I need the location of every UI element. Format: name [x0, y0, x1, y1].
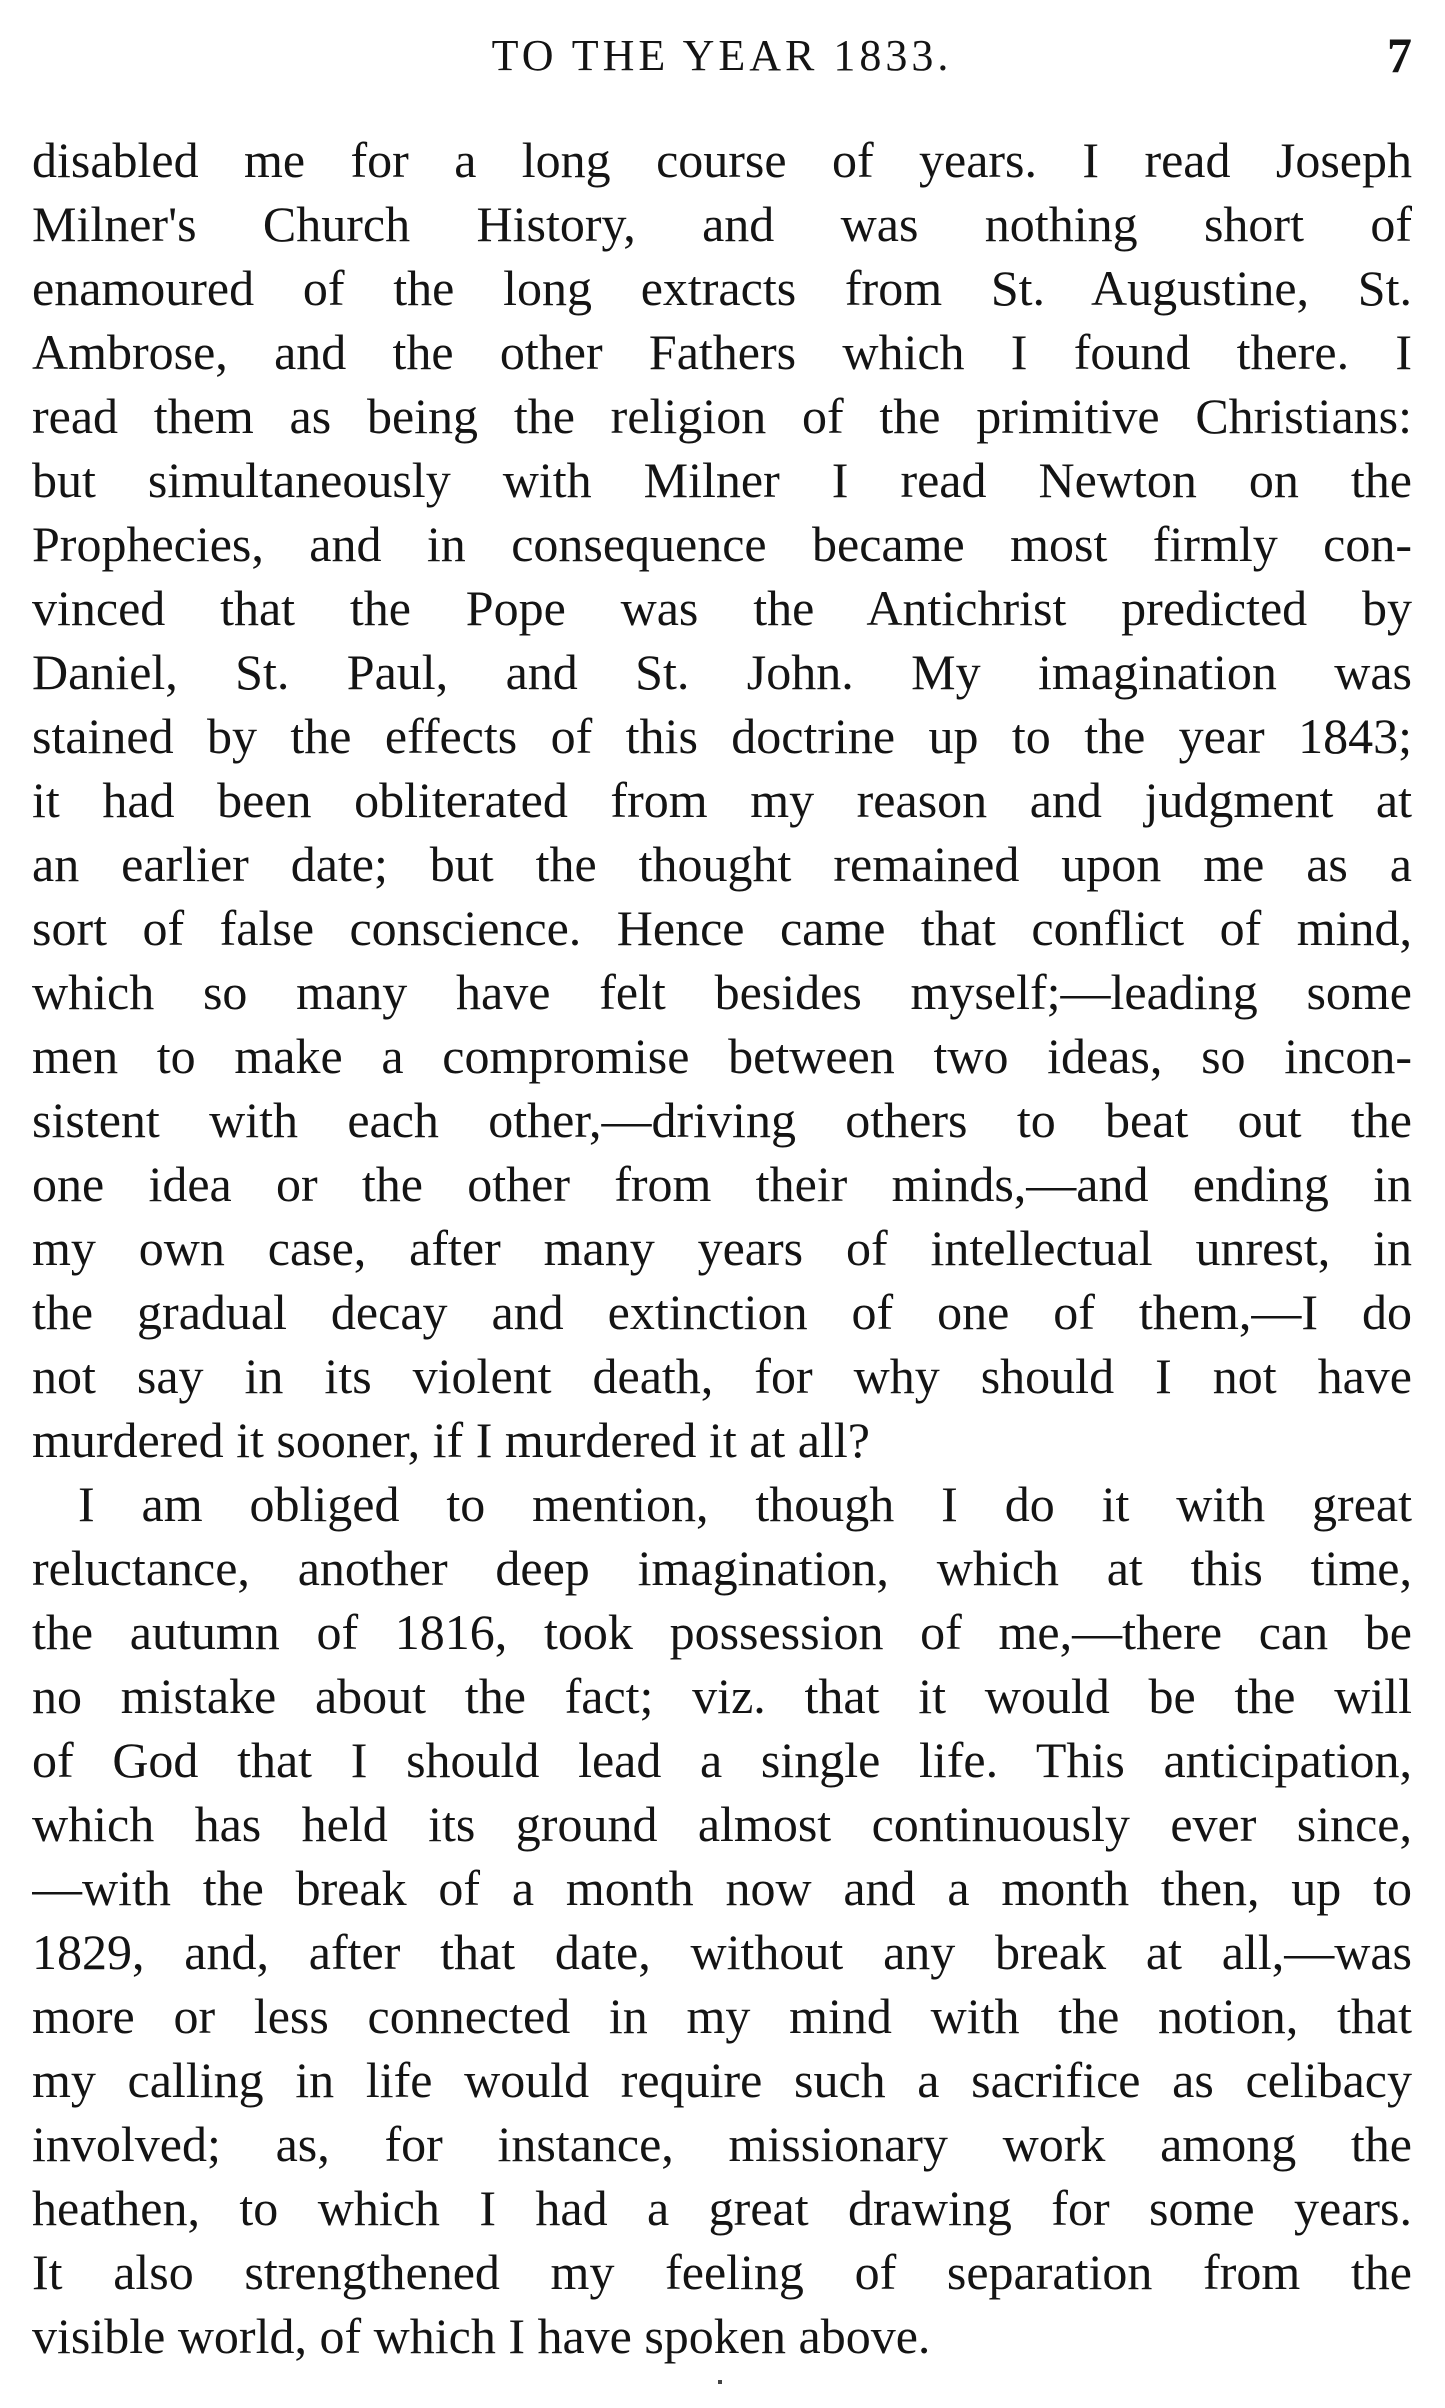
- text-line: read them as being the religion of the primitive Christians:: [32, 388, 1412, 444]
- text-line: vinced that the Pope was the Antichrist predicted by: [32, 580, 1412, 636]
- text-line: but simultaneously with Milner I read Newton on the: [32, 452, 1412, 508]
- text-line: disabled me for a long course of years. I read Joseph: [32, 132, 1412, 188]
- text-line: reluctance, another deep imagination, which at this time,: [32, 1540, 1412, 1596]
- text-line: which so many have felt besides myself;—leading some: [32, 964, 1412, 1020]
- text-line: enamoured of the long extracts from St. Augustine, St.: [32, 260, 1412, 316]
- text-line: It also strengthened my feeling of separation from the: [32, 2244, 1412, 2300]
- text-line: which has held its ground almost continuously ever since,: [32, 1796, 1412, 1852]
- print-speck: [718, 2380, 722, 2384]
- text-line: heathen, to which I had a great drawing for some years.: [32, 2180, 1412, 2236]
- text-line: it had been obliterated from my reason and judgment at: [32, 772, 1412, 828]
- text-line: sistent with each other,—driving others to beat out the: [32, 1092, 1412, 1148]
- text-line: of God that I should lead a single life. This anticipation,: [32, 1732, 1412, 1788]
- paragraph-1: [32, 128, 1412, 1472]
- text-line: my own case, after many years of intellectual unrest, in: [32, 1220, 1412, 1276]
- text-line: 1829, and, after that date, without any break at all,—was: [32, 1924, 1412, 1980]
- text-line: one idea or the other from their minds,—and ending in: [32, 1156, 1412, 1212]
- text-line: no mistake about the fact; viz. that it would be the will: [32, 1668, 1412, 1724]
- text-line: I am obliged to mention, though I do it with great: [78, 1476, 1412, 1532]
- text-line: sort of false conscience. Hence came that conflict of mind,: [32, 900, 1412, 956]
- text-line: Prophecies, and in consequence became most firmly con-: [32, 516, 1412, 572]
- text-line: involved; as, for instance, missionary work among the: [32, 2116, 1412, 2172]
- text-line: an earlier date; but the thought remained upon me as a: [32, 836, 1412, 892]
- text-line: —with the break of a month now and a month then, up to: [32, 1860, 1412, 1916]
- running-head: [32, 22, 1412, 92]
- text-line: the autumn of 1816, took possession of me,—there can be: [32, 1604, 1412, 1660]
- text-line: the gradual decay and extinction of one of them,—I do: [32, 1284, 1412, 1340]
- text-line: stained by the effects of this doctrine up to the year 1843;: [32, 708, 1412, 764]
- text-line: Milner's Church History, and was nothing short of: [32, 196, 1412, 252]
- text-line: not say in its violent death, for why should I not have: [32, 1348, 1412, 1404]
- text-line: Ambrose, and the other Fathers which I found there. I: [32, 324, 1412, 380]
- body-text: [32, 128, 1412, 2368]
- text-line: visible world, of which I have spoken above.: [32, 2308, 931, 2364]
- text-line: more or less connected in my mind with the notion, that: [32, 1988, 1412, 2044]
- text-line: men to make a compromise between two ideas, so incon-: [32, 1028, 1412, 1084]
- page-number: 7: [1387, 27, 1412, 83]
- text-line: murdered it sooner, if I murdered it at all?: [32, 1412, 870, 1468]
- text-line: my calling in life would require such a sacrifice as celibacy: [32, 2052, 1412, 2108]
- paragraph-2: [32, 1472, 1412, 2368]
- text-line: Daniel, St. Paul, and St. John. My imagination was: [32, 644, 1412, 700]
- running-title: TO THE YEAR 1833.: [491, 31, 953, 80]
